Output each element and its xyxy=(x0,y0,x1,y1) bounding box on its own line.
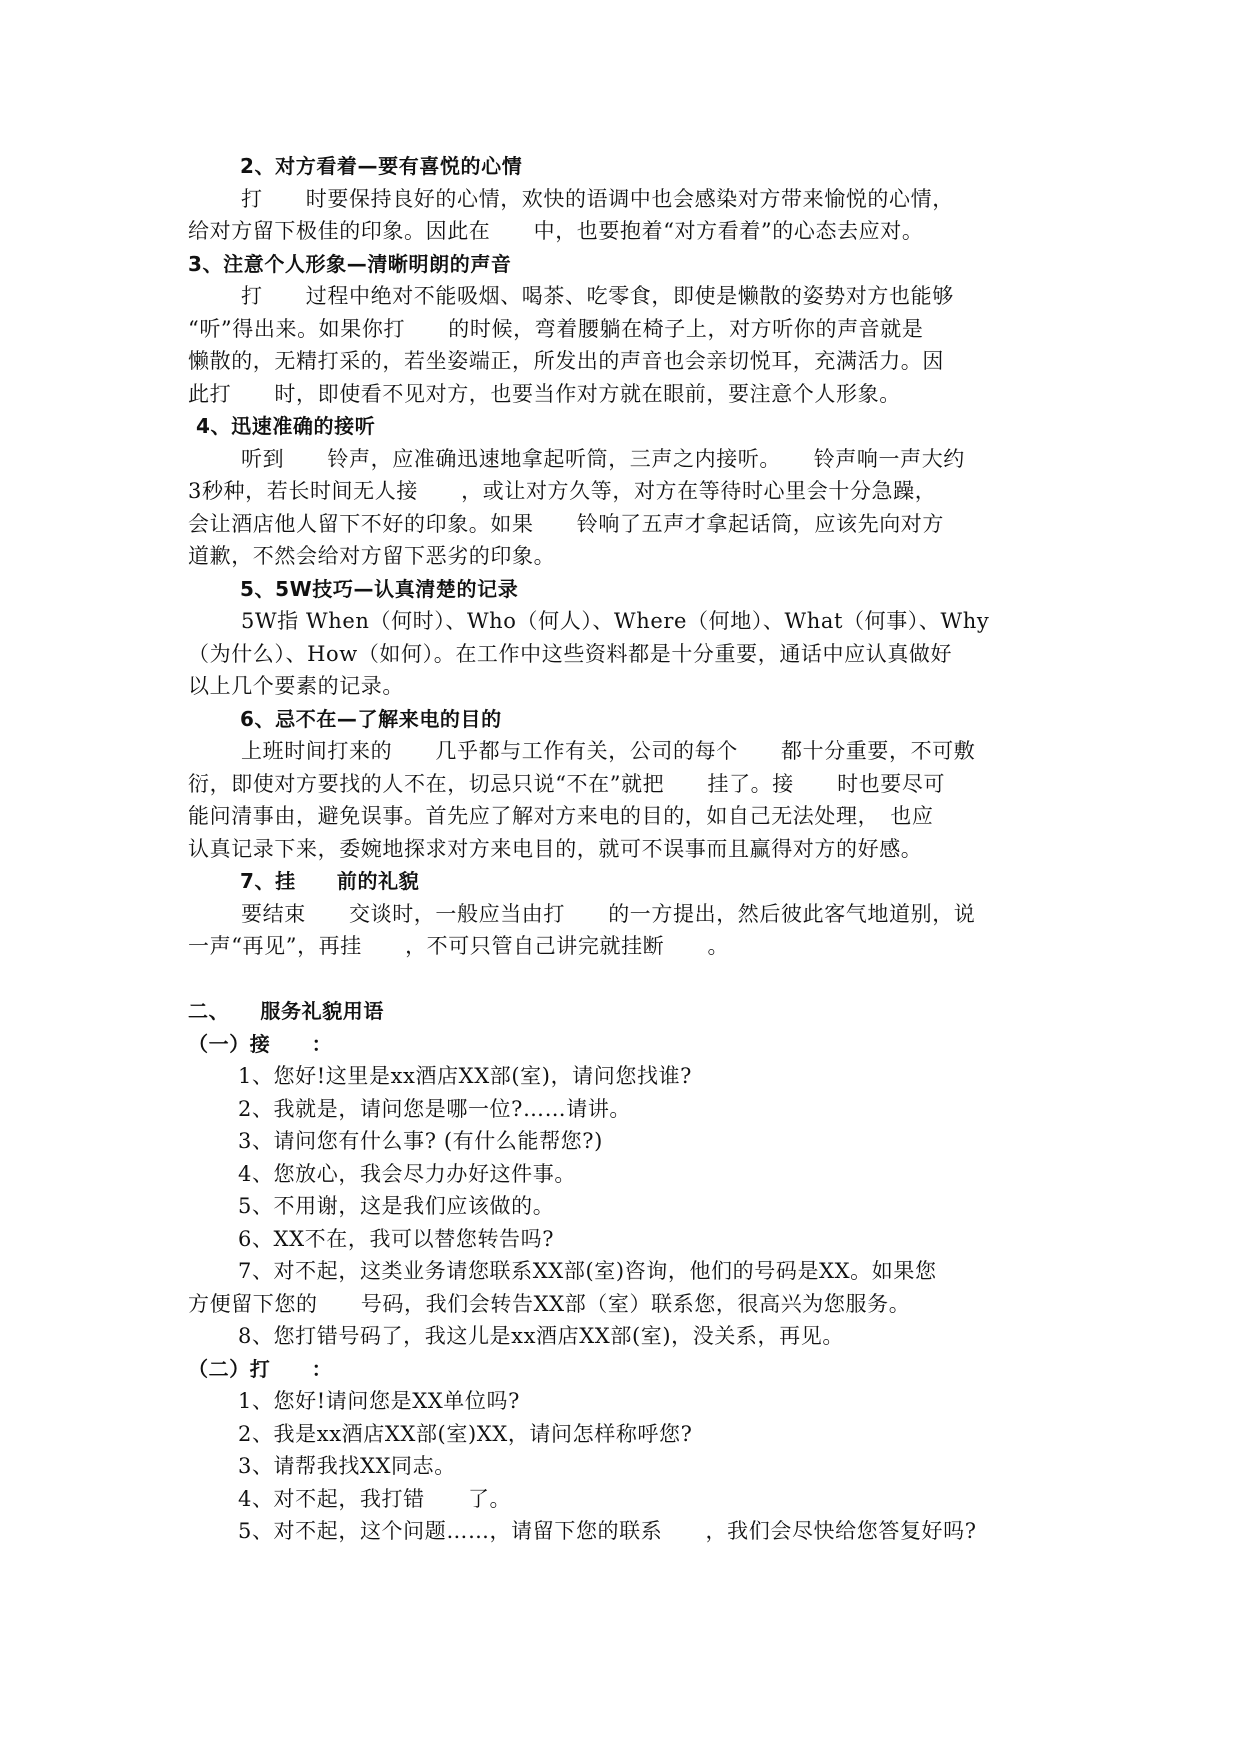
list-item: 5、不用谢，这是我们应该做的。 xyxy=(238,1194,555,1218)
paragraph-line: 衍，即使对方要找的人不在，切忌只说“不在”就把 挂了。接 时也要尽可 xyxy=(188,771,946,796)
paragraph-line: 打 过程中绝对不能吸烟、喝茶、吃零食，即使是懒散的姿势对方也能够 xyxy=(241,284,954,308)
section-heading-5: 5、5W技巧—认真清楚的记录 xyxy=(240,576,519,601)
section-heading-4: 4、迅速准确的接听 xyxy=(196,414,376,438)
list-item: 5、对不起，这个问题……，请留下您的联系 ，我们会尽快给您答复好吗? xyxy=(238,1519,977,1543)
paragraph-line: 认真记录下来，委婉地探求对方来电目的，就可不误事而且赢得对方的好感。 xyxy=(188,836,923,861)
subsection-heading-call: （二）打 ： xyxy=(188,1356,333,1381)
blank-line xyxy=(188,963,1068,996)
paragraph-line: 要结束 交谈时，一般应当由打 的一方提出，然后彼此客气地道别，说 xyxy=(241,901,976,926)
list-item: 3、请问您有什么事? (有什么能帮您?) xyxy=(238,1129,603,1153)
document-content xyxy=(188,150,1068,1548)
paragraph-line: 给对方留下极佳的印象。因此在 中，也要抱着“对方看着”的心态去应对。 xyxy=(188,219,924,243)
section-heading-3: 3、注意个人形象—清晰明朗的声音 xyxy=(188,251,512,276)
list-item: 1、您好!这里是xx酒店XX部(室)，请问您找谁? xyxy=(238,1064,693,1088)
paragraph-line: （为什么）、How（如何）。在工作中这些资料都是十分重要，通话中应认真做好 xyxy=(188,641,953,666)
paragraph-line: 懒散的，无精打采的，若坐姿端正，所发出的声音也会亲切悦耳，充满活力。因 xyxy=(188,349,944,373)
paragraph-line: 以上几个要素的记录。 xyxy=(188,674,404,698)
list-item: 2、我是xx酒店XX部(室)XX，请问怎样称呼您? xyxy=(238,1421,693,1446)
section-heading-6: 6、忌不在—了解来电的目的 xyxy=(240,706,502,731)
list-item: 3、请帮我找XX同志。 xyxy=(238,1454,456,1478)
paragraph-line: 上班时间打来的 几乎都与工作有关，公司的每个 都十分重要，不可敷 xyxy=(241,739,976,763)
section-heading-7: 7、挂 前的礼貌 xyxy=(240,869,420,893)
paragraph-line: 会让酒店他人留下不好的印象。如果 铃响了五声才拿起话筒，应该先向对方 xyxy=(188,511,944,536)
list-item: 2、我就是，请问您是哪一位?……请讲。 xyxy=(238,1096,632,1121)
paragraph-line: “听”得出来。如果你打 的时候，弯着腰躺在椅子上，对方听你的声音就是 xyxy=(188,316,924,341)
list-item: 7、对不起，这类业务请您联系XX部(室)咨询，他们的号码是XX。如果您 xyxy=(238,1259,937,1283)
list-item: 4、对不起，我打错 了。 xyxy=(238,1486,512,1511)
paragraph-line: 5W指 When（何时）、Who（何人）、Where（何地）、What（何事）、Why xyxy=(241,609,990,633)
list-item-continuation: 方便留下您的 号码，我们会转告XX部（室）联系您，很高兴为您服务。 xyxy=(188,1291,911,1316)
list-item: 6、XX不在，我可以替您转告吗? xyxy=(238,1226,555,1251)
list-item: 1、您好!请问您是XX单位吗? xyxy=(238,1389,520,1413)
paragraph-line: 道歉，不然会给对方留下恶劣的印象。 xyxy=(188,544,556,568)
list-item: 8、您打错号码了，我这儿是xx酒店XX部(室)，没关系，再见。 xyxy=(238,1324,844,1348)
section-heading-2: 2、对方看着—要有喜悦的心情 xyxy=(240,154,523,178)
list-item: 4、您放心，我会尽力办好这件事。 xyxy=(238,1161,576,1186)
paragraph-line: 打 时要保持良好的心情，欢快的语调中也会感染对方带来愉悦的心情， xyxy=(241,186,954,211)
paragraph-line: 一声“再见”，再挂 ，不可只管自己讲完就挂断 。 xyxy=(188,934,730,958)
paragraph-line: 听到 铃声，应准确迅速地拿起听筒，三声之内接听。 铃声响一声大约 xyxy=(241,446,965,471)
paragraph-line: 此打 时，即使看不见对方，也要当作对方就在眼前，要注意个人形象。 xyxy=(188,381,901,406)
subsection-heading-answer: （一）接 ： xyxy=(188,1031,333,1056)
paragraph-line: 3秒种，若长时间无人接 ，或让对方久等，对方在等待时心里会十分急躁， xyxy=(188,479,937,503)
paragraph-line: 能问清事由，避免误事。首先应了解对方来电的目的，如自己无法处理， 也应 xyxy=(188,804,934,828)
part-title: 二、 服务礼貌用语 xyxy=(188,999,384,1023)
